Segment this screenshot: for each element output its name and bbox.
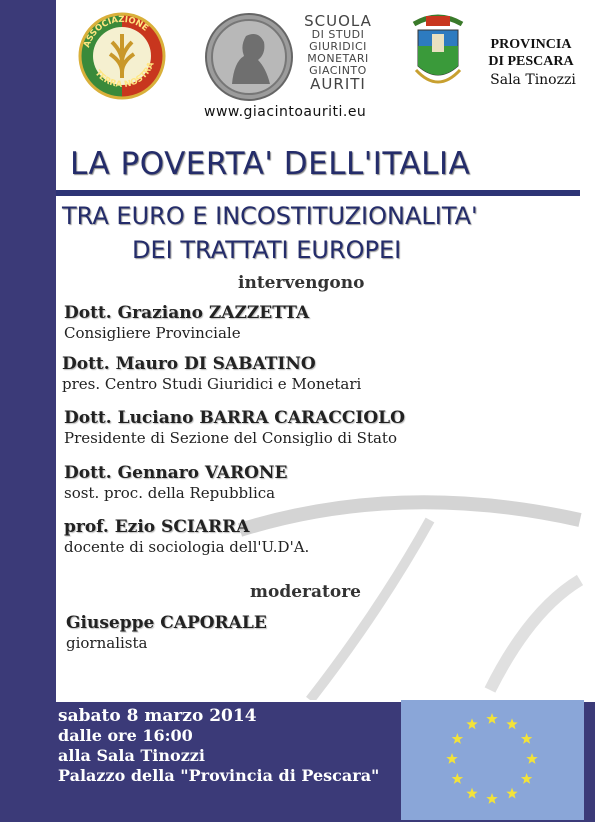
eu-star-icon bbox=[452, 773, 463, 784]
eu-flag bbox=[401, 700, 584, 820]
eu-star-icon bbox=[486, 713, 497, 724]
eu-star-icon bbox=[466, 788, 477, 799]
terra-nostra-logo-text bbox=[78, 12, 166, 100]
speaker bbox=[64, 517, 309, 556]
scuola-line: GIACINTO bbox=[309, 64, 367, 77]
speaker bbox=[64, 463, 287, 502]
eu-stars-icon bbox=[401, 700, 584, 820]
speaker-name: prof. Ezio SCIARRA bbox=[64, 517, 250, 537]
provincia-line-1: PROVINCIA bbox=[490, 37, 572, 52]
eu-star-icon bbox=[506, 718, 517, 729]
event-venue: Palazzo della "Provincia di Pescara" bbox=[58, 766, 380, 785]
scuola-line: DI STUDI bbox=[311, 28, 365, 41]
svg-text:ASSOCIAZIONE: ASSOCIAZIONE bbox=[82, 14, 150, 50]
speaker-role: pres. Centro Studi Giuridici e Monetari bbox=[62, 375, 362, 393]
intervengono-heading: intervengono bbox=[238, 273, 365, 293]
speaker bbox=[62, 354, 361, 393]
speaker-name: Dott. Mauro DI SABATINO bbox=[62, 354, 316, 374]
eu-star-icon bbox=[446, 753, 457, 764]
scuola-line: SCUOLA bbox=[304, 12, 372, 30]
provincia-line-2: DI PESCARA bbox=[488, 54, 574, 69]
scuola-line: MONETARI bbox=[307, 52, 369, 65]
subtitle-line-2: DEI TRATTATI EUROPEI bbox=[132, 236, 402, 264]
speaker-role: Presidente di Sezione del Consiglio di Stato bbox=[64, 429, 397, 447]
event-date: sabato 8 marzo 2014 bbox=[58, 706, 257, 726]
speaker-role: Consigliere Provinciale bbox=[64, 324, 241, 342]
subtitle-line-1: TRA EURO E INCOSTITUZIONALITA' bbox=[62, 202, 478, 230]
speaker-name: Dott. Graziano ZAZZETTA bbox=[64, 303, 310, 323]
eu-star-icon bbox=[466, 718, 477, 729]
eu-star-icon bbox=[486, 793, 497, 804]
eu-star-icon bbox=[506, 788, 517, 799]
eu-star-icon bbox=[521, 773, 532, 784]
scuola-line: AURITI bbox=[310, 75, 366, 93]
event-time: dalle ore 16:00 bbox=[58, 726, 193, 745]
speaker-name: Dott. Gennaro VARONE bbox=[64, 463, 288, 483]
event-details bbox=[58, 706, 379, 786]
moderator bbox=[66, 613, 267, 652]
speaker-name: Dott. Luciano BARRA CARACCIOLO bbox=[64, 408, 405, 428]
speaker bbox=[64, 408, 405, 447]
moderator-role: giornalista bbox=[66, 634, 148, 652]
svg-text:TERRA NOSTRA: TERRA NOSTRA bbox=[92, 60, 157, 91]
sala-label: Sala Tinozzi bbox=[490, 72, 576, 88]
title-divider bbox=[56, 190, 580, 196]
moderatore-heading: moderatore bbox=[250, 582, 361, 602]
eu-star-icon bbox=[521, 733, 532, 744]
scuola-line: GIURIDICI bbox=[309, 40, 367, 53]
website-link[interactable]: www.giacintoauriti.eu bbox=[204, 104, 367, 120]
speaker-role: docente di sociologia dell'U.D'A. bbox=[64, 538, 310, 556]
eu-star-icon bbox=[526, 753, 537, 764]
eu-star-icon bbox=[452, 733, 463, 744]
scuola-name bbox=[298, 14, 378, 92]
auriti-medal-logo bbox=[204, 12, 294, 102]
speaker-role: sost. proc. della Repubblica bbox=[64, 484, 276, 502]
speaker bbox=[64, 303, 309, 342]
poster-title: LA POVERTA' DELL'ITALIA bbox=[70, 146, 471, 182]
event-place: alla Sala Tinozzi bbox=[58, 746, 205, 765]
left-band bbox=[0, 0, 56, 822]
provincia-coat-of-arms-icon bbox=[410, 10, 466, 94]
moderator-name: Giuseppe CAPORALE bbox=[66, 613, 267, 633]
provincia-name bbox=[470, 36, 592, 70]
